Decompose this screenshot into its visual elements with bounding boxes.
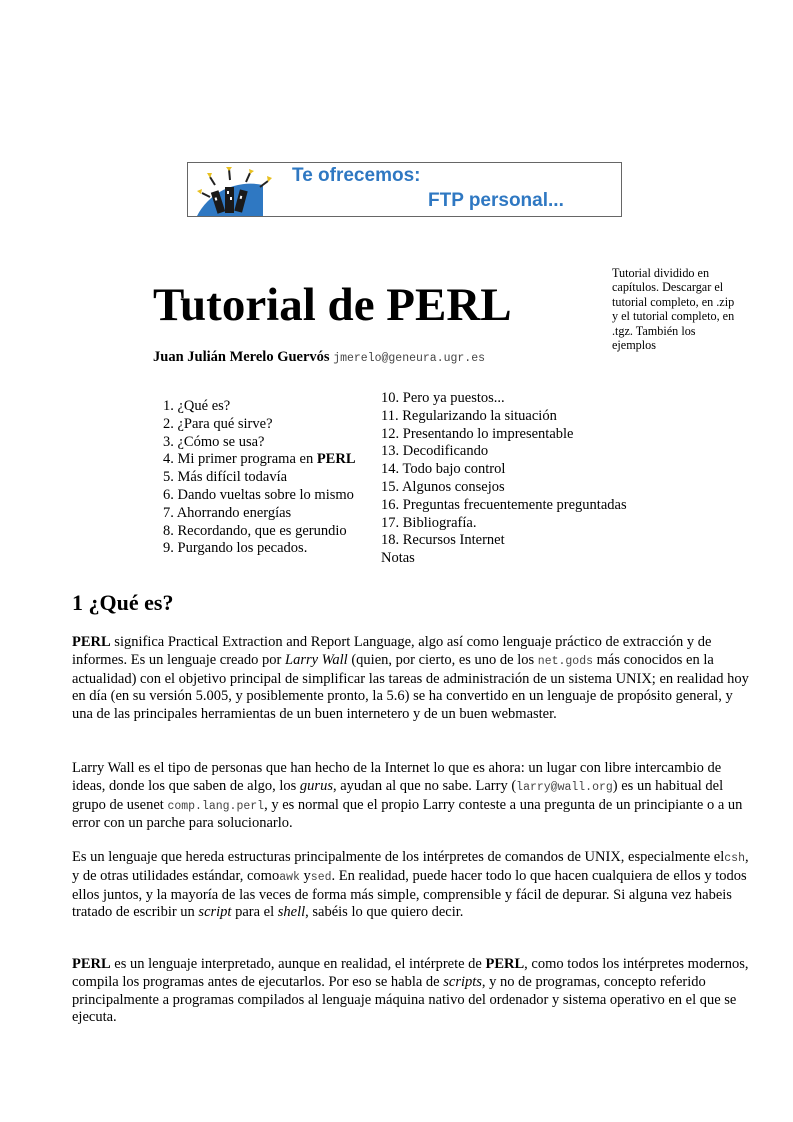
toc-left-column [163, 398, 356, 558]
toc-item[interactable]: 10. Pero ya puestos... [381, 390, 505, 406]
banner-graphic-icon [188, 163, 298, 217]
toc-item[interactable]: 14. Todo bajo control [381, 461, 506, 478]
toc-item-notas[interactable]: Notas [381, 550, 415, 567]
usenet-group-link[interactable]: comp.lang.perl [167, 799, 265, 813]
toc-item[interactable]: 8. Recordando, que es gerundio [163, 522, 347, 539]
toc-item[interactable]: 11. Regularizando la situación [381, 407, 557, 424]
toc-item[interactable]: 16. Preguntas frecuentemente preguntadas [381, 496, 627, 513]
toc-item[interactable]: 5. Más difícil todavía [163, 469, 288, 486]
toc-item[interactable]: 6. Dando vueltas sobre lo mismo [163, 486, 354, 503]
banner-line-1: Te ofrecemos: [292, 165, 421, 186]
paragraph-4: PERL es un lenguaje interpretado, aunque en realidad, el intérprete de PERL, como todos los intérpretes modernos, compila los programas antes de ejecutarlos. Por eso se habla de scripts, y no de programas, concepto referido principalmente a programas compilados al lenguaje máquina nativo del ordenador y sistema operativo en el que se ejecuta. [72, 956, 749, 1026]
larry-email-link[interactable]: larry@wall.org [516, 780, 613, 794]
toc-item[interactable]: 4. Mi primer programa en PERL [163, 451, 356, 468]
author-line [153, 349, 485, 366]
toc-item[interactable]: 12. Presentando lo impresentable [381, 425, 574, 442]
section-heading: 1 ¿Qué es? [72, 590, 174, 615]
toc-item[interactable]: 2. ¿Para qué sirve? [163, 415, 273, 432]
banner-line-2: FTP personal... [428, 190, 564, 211]
toc-item[interactable]: 18. Recursos Internet [381, 532, 505, 549]
toc-right-column [381, 390, 627, 568]
ftp-banner-ad[interactable] [187, 162, 622, 217]
paragraph-3: Es un lenguaje que hereda estructuras principalmente de los intérpretes de comandos de UNIX, especialmente elcsh, y de otras utilidades estándar, comoawk ysed. En realidad, puede hacer todo lo que hacen cualquiera de ellos y todos ellos juntos, y la mayoría de las veces de forma más simple, comprensible y fácil de depurar. Si alguna vez habeis tratado de escribir un script para el shell, sabéis lo que quiero decir. [72, 849, 749, 921]
toc-item[interactable]: 1. ¿Qué es? [163, 398, 231, 414]
toc-item[interactable]: 3. ¿Cómo se usa? [163, 433, 265, 450]
author-email[interactable]: jmerelo@geneura.ugr.es [333, 352, 486, 365]
toc-item[interactable]: 7. Ahorrando energías [163, 504, 292, 521]
toc-item[interactable]: 9. Purgando los pecados. [163, 540, 308, 557]
toc-item[interactable]: 13. Decodificando [381, 443, 489, 460]
author-name: Juan Julián Merelo Guervós [153, 349, 330, 365]
download-note[interactable]: Tutorial dividido en capítulos. Descargar el tutorial completo, en .zip y el tutorial completo, en .tgz. También los ejemplos [612, 266, 735, 353]
toc-item[interactable]: 17. Bibliografía. [381, 514, 477, 531]
page-title: Tutorial de PERL [153, 279, 512, 331]
toc-item[interactable]: 15. Algunos consejos [381, 478, 505, 495]
paragraph-1: PERL significa Practical Extraction and Report Language, algo así como lenguaje práctico de extracción y de informes. Es un lenguaje creado por Larry Wall (quien, por cierto, es uno de los net.gods más conocidos en la actualidad) con el objetivo principal de simplificar las tareas de administración de un sistema UNIX; en realidad hoy en día (en su versión 5.005, y posiblemente pronto, la 5.6) se ha convertido en un lenguaje de propósito general, y una de las principales herramientas de un buen internetero y de un buen webmaster. [72, 634, 749, 723]
paragraph-2: Larry Wall es el tipo de personas que han hecho de la Internet lo que es ahora: un lugar con libre intercambio de ideas, donde los que saben de algo, los gurus, ayudan al que no sabe. Larry (larry@wall.org) es un habitual del grupo de usenet comp.lang.perl, y es normal que el propio Larry conteste a una pregunta de un principiante o a un error con un parche para solucionarlo. [72, 760, 743, 832]
